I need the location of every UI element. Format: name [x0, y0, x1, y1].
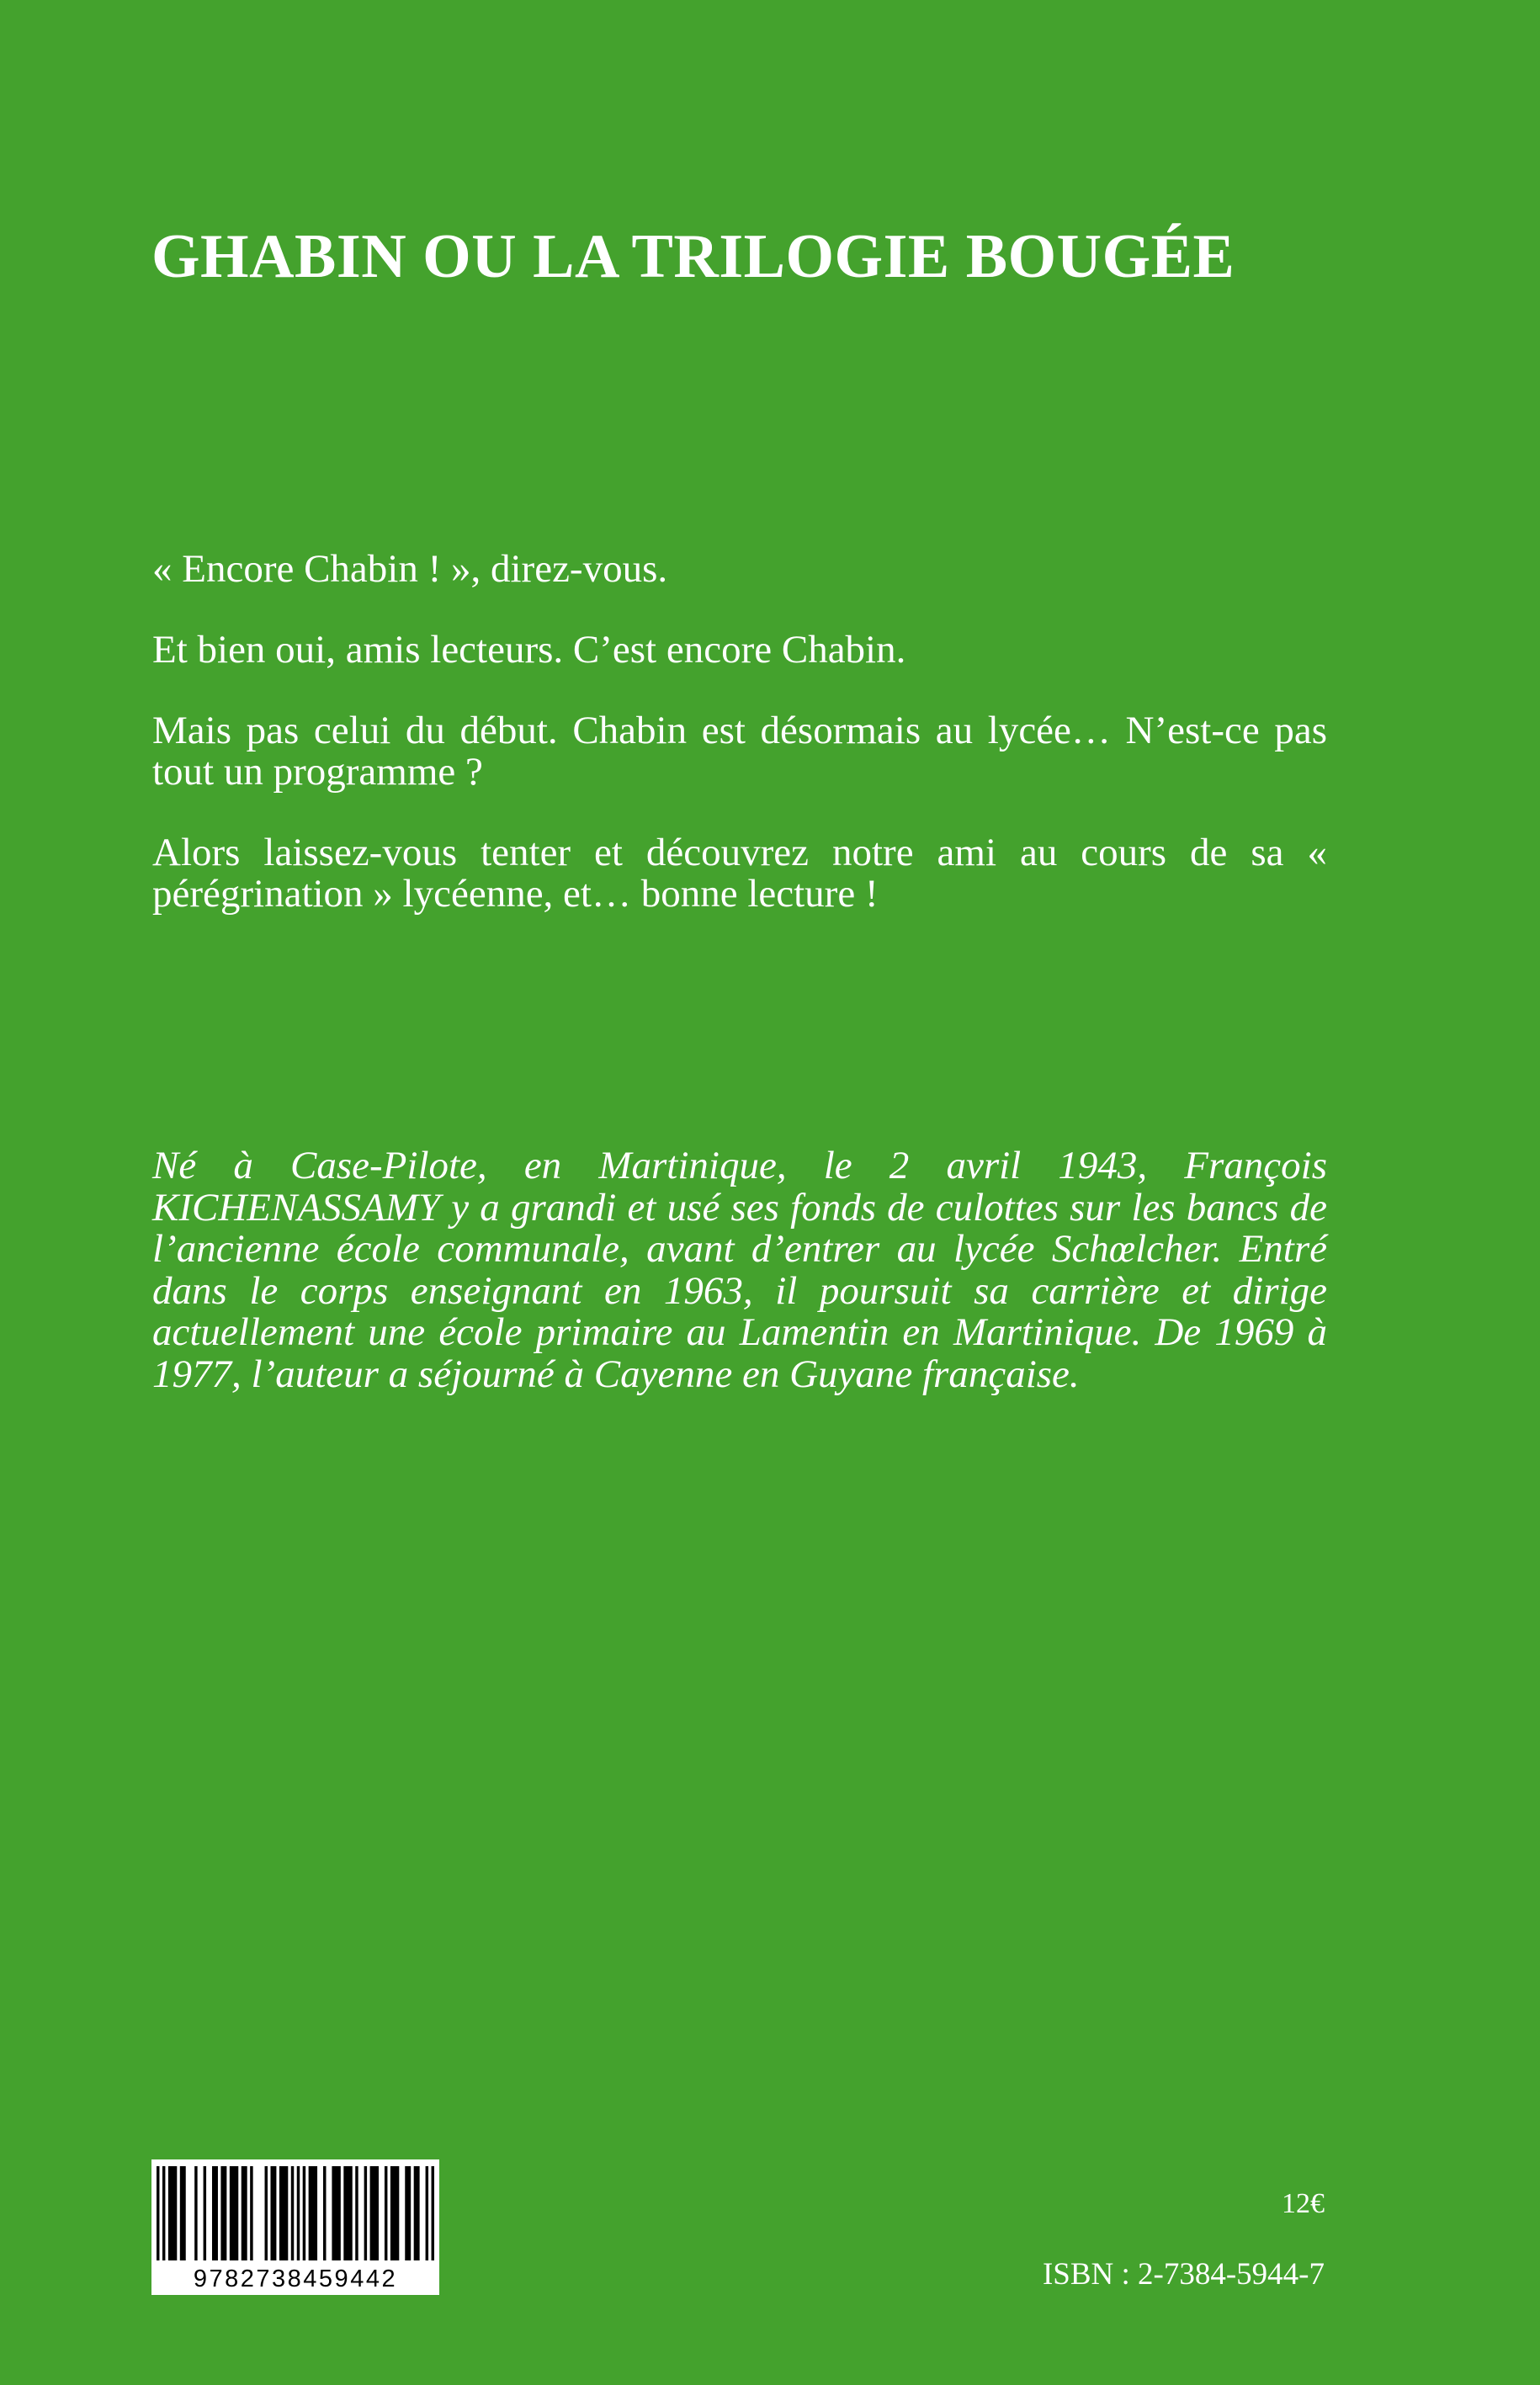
barcode-bar — [250, 2166, 252, 2260]
barcode-bar — [180, 2166, 186, 2260]
isbn: ISBN : 2-7384-5944-7 — [1042, 2257, 1325, 2292]
barcode-bar — [385, 2166, 387, 2260]
book-title: GHABIN OU LA TRILOGIE BOUGÉE — [151, 222, 1235, 291]
barcode-bar — [212, 2166, 218, 2260]
barcode-bar — [405, 2166, 411, 2260]
barcode-bar — [390, 2166, 399, 2260]
barcode-bar — [414, 2166, 420, 2260]
barcode-bar — [204, 2166, 206, 2260]
barcode-bar — [157, 2166, 159, 2260]
blurb-paragraph-1: « Encore Chabin ! », direz-vous. — [152, 547, 668, 591]
barcode-bar — [220, 2166, 226, 2260]
barcode-bar — [343, 2166, 352, 2260]
blurb-paragraph-4: Alors laissez-vous tenter et découvrez notre ami au cours de sa « pérégrination » lycéenne, et… bonne lecture ! — [152, 831, 1327, 916]
barcode-bar — [265, 2166, 268, 2260]
blurb-paragraph-3: Mais pas celui du début. Chabin est désormais au lycée… N’est-ce pas tout un programme ? — [152, 709, 1327, 794]
barcode-bar — [323, 2166, 326, 2260]
barcode-bar — [279, 2166, 288, 2260]
barcode-bar — [270, 2166, 276, 2260]
barcode-number: 9782738459442 — [193, 2265, 398, 2292]
barcode-bars — [157, 2166, 434, 2260]
barcode-bar — [297, 2166, 300, 2260]
barcode-bar — [230, 2166, 238, 2260]
barcode-bar — [291, 2166, 294, 2260]
barcode-bar — [355, 2166, 358, 2260]
blurb-paragraph-2: Et bien oui, amis lecteurs. C’est encore Chabin. — [152, 628, 906, 672]
barcode-bar — [242, 2166, 247, 2260]
barcode-bar — [370, 2166, 379, 2260]
barcode-bar — [194, 2166, 197, 2260]
barcode-bar — [426, 2166, 428, 2260]
author-bio: Né à Case-Pilote, en Martinique, le 2 avril 1943, François KICHENASSAMY y a grandi et usé ses fonds de culottes sur les bancs de l’ancienne école communale, avant d’entrer au lycée Schœlcher. Entré dans le corps enseignant en 1963, il poursuit sa carrière et dirige actuellement une école primaire au Lamentin en Martinique. De 1969 à 1977, l’auteur a séjourné à Cayenne en Guyane française. — [152, 1144, 1327, 1396]
barcode-bar — [332, 2166, 340, 2260]
barcode-bar — [303, 2166, 305, 2260]
barcode-bar — [432, 2166, 434, 2260]
barcode-bar — [168, 2166, 177, 2260]
barcode-bar — [309, 2166, 317, 2260]
barcode-bar — [162, 2166, 165, 2260]
barcode — [151, 2159, 439, 2295]
blurb — [152, 549, 1327, 915]
price: 12€ — [1282, 2188, 1325, 2219]
barcode-bar — [364, 2166, 367, 2260]
